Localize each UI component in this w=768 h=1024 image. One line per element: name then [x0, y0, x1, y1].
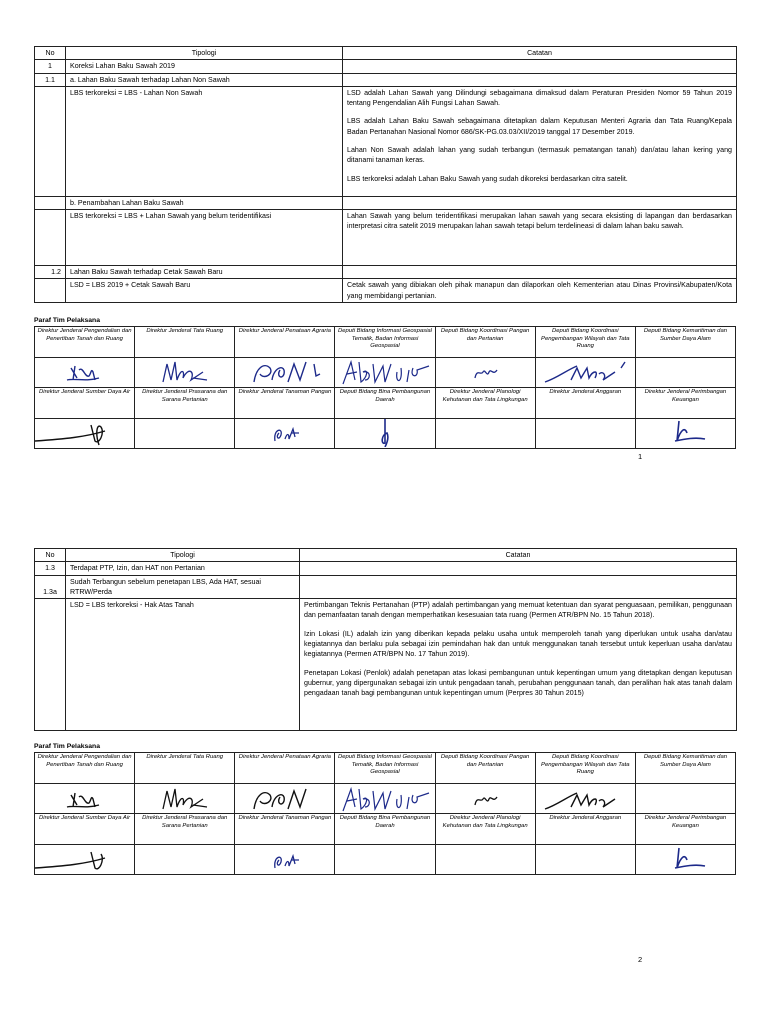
- paraf-label: Deputi Bidang Koordinasi Pangan dan Pertanian: [435, 753, 535, 784]
- paraf-label-row: [35, 814, 736, 845]
- paraf-label: Direktur Jenderal Perimbangan Keuangan: [635, 814, 735, 845]
- catatan-paragraph: Cetak sawah yang dibiakan oleh pihak manapun dan dilaporkan oleh Kementerian atau Dinas Provinsi/Kabupaten/Kota yang membidangi pertanian.: [347, 281, 732, 300]
- signature-cell: [35, 357, 135, 387]
- signature-cell: [35, 845, 135, 875]
- paraf-label: Direktur Jenderal Pengendalian dan Penertiban Tanah dan Ruang: [35, 326, 135, 357]
- paraf-signature-row: [35, 845, 736, 875]
- catatan-paragraph: LBS terkoreksi adalah Lahan Baku Sawah yang sudah dikoreksi berdasarkan citra satelit.: [347, 174, 628, 183]
- signature-cell: [535, 357, 635, 387]
- signature-cell: [235, 845, 335, 875]
- signature-icon: [455, 358, 515, 386]
- row-catatan: [343, 210, 737, 266]
- catatan-paragraph: Penetapan Lokasi (Penlok) adalah penetapan atas lokasi pembangunan untuk kepentingan umum yang ditetapkan dengan keputusan gubernur, yang dipergunakan sebagai izin untuk pengadaan tanah, perubahan penggunaan tanah, dan peralihan hak atas tanah dalam pengadaan tanah bagi pembangunan untuk kepentingan umum (Perpres 30 Tahun 2015): [304, 668, 732, 698]
- signature-icon: [455, 785, 515, 813]
- signature-cell: [235, 357, 335, 387]
- signature-cell: [435, 784, 535, 814]
- signature-cell: [135, 418, 235, 448]
- row-catatan: [300, 599, 737, 731]
- paraf-signature-row: [35, 357, 736, 387]
- signature-cell: [335, 357, 435, 387]
- signature-cell: [435, 357, 535, 387]
- row-no: 1.3: [35, 562, 66, 575]
- table-header: [35, 47, 737, 60]
- paraf-label: Deputi Bidang Informasi Geospasial Tematik, Badan Informasi Geospasial: [335, 326, 435, 357]
- paraf-label: Direktur Jenderal Pengendalian dan Penertiban Tanah dan Ruang: [35, 753, 135, 784]
- paraf-label: Deputi Bidang Kemaritiman dan Sumber Daya Alam: [635, 753, 735, 784]
- signature-icon: [55, 785, 115, 813]
- paraf-label: Direktur Jenderal Anggaran: [535, 387, 635, 418]
- paraf-label: Direktur Jenderal Tata Ruang: [135, 326, 235, 357]
- paraf-label: Direktur Jenderal Prasarana dan Sarana Pertanian: [135, 387, 235, 418]
- table-row: [35, 599, 737, 731]
- signature-icon: [655, 846, 715, 874]
- row-catatan: [300, 575, 737, 599]
- row-catatan: [300, 562, 737, 575]
- table-row: [35, 266, 737, 279]
- signature-cell: [135, 357, 235, 387]
- signature-cell: [35, 418, 135, 448]
- signature-cell: [635, 418, 735, 448]
- row-tipologi: LBS terkoreksi = LBS - Lahan Non Sawah: [66, 86, 343, 196]
- signature-cell: [335, 418, 435, 448]
- row-no: [35, 86, 66, 196]
- signature-cell: [535, 418, 635, 448]
- row-tipologi: Koreksi Lahan Baku Sawah 2019: [66, 60, 343, 73]
- signature-cell: [435, 418, 535, 448]
- paraf-label: Direktur Jenderal Penataan Agraria: [235, 326, 335, 357]
- paraf-label: Direktur Jenderal Tata Ruang: [135, 753, 235, 784]
- signature-cell: [535, 845, 635, 875]
- signature-icon: [655, 419, 715, 447]
- header-no: No: [35, 47, 66, 60]
- paraf-label: Deputi Bidang Informasi Geospasial Tematik, Badan Informasi Geospasial: [335, 753, 435, 784]
- row-tipologi: a. Lahan Baku Sawah terhadap Lahan Non Sawah: [66, 73, 343, 86]
- page-1: [34, 46, 736, 449]
- signature-icon: [55, 358, 115, 386]
- paraf-label: Direktur Jenderal Perimbangan Keuangan: [635, 387, 735, 418]
- signature-icon: [337, 785, 433, 813]
- paraf-signature-row: [35, 784, 736, 814]
- paraf-label: Direktur Jenderal Tanaman Pangan: [235, 814, 335, 845]
- signature-icon: [255, 846, 315, 874]
- row-no: 1: [35, 60, 66, 73]
- row-no: [35, 210, 66, 266]
- signature-icon: [240, 785, 330, 813]
- tipologi-table-page-2: [34, 548, 737, 731]
- catatan-paragraph: Izin Lokasi (IL) adalah izin yang diberikan kepada pelaku usaha untuk memperoleh tanah yang diperlukan untuk usaha dan/atau kegiatannya dan berlaku pula sebagai izin pemindahan hak dan untuk menggunakan tanah tersebut untuk keperluan usaha dan/atau kegiatannya (Permen ATR/BPN No. 17 Tahun 2019).: [304, 629, 732, 659]
- paraf-title: Paraf Tim Pelaksana: [34, 316, 100, 324]
- paraf-signature-row: [35, 418, 736, 448]
- row-tipologi: Lahan Baku Sawah terhadap Cetak Sawah Baru: [66, 266, 343, 279]
- signature-icon: [255, 419, 315, 447]
- paraf-label: Direktur Jenderal Anggaran: [535, 814, 635, 845]
- paraf-label: Direktur Jenderal Penataan Agraria: [235, 753, 335, 784]
- signature-icon: [35, 419, 135, 447]
- table-row: [35, 73, 737, 86]
- paraf-title: Paraf Tim Pelaksana: [34, 743, 100, 751]
- table-row: [35, 575, 737, 599]
- signature-cell: [135, 845, 235, 875]
- row-tipologi: b. Penambahan Lahan Baku Sawah: [66, 196, 343, 209]
- row-no: [35, 599, 66, 731]
- signature-icon: [365, 419, 405, 447]
- paraf-label: Deputi Bidang Bina Pembangunan Daerah: [335, 814, 435, 845]
- signature-cell: [535, 784, 635, 814]
- row-tipologi: LSD = LBS terkoreksi - Hak Atas Tanah: [66, 599, 300, 731]
- row-catatan: [343, 196, 737, 209]
- paraf-label: Direktur Jenderal Sumber Daya Air: [35, 814, 135, 845]
- signature-cell: [335, 784, 435, 814]
- signature-cell: [235, 418, 335, 448]
- header-tipologi: Tipologi: [66, 549, 300, 562]
- paraf-label: Direktur Jenderal Planologi Kehutanan dan Tata Lingkungan: [435, 814, 535, 845]
- catatan-paragraph: Lahan Non Sawah adalah lahan yang sudah terbangun (termasuk pematangan tanah) dan/atau lahan kering yang ditanami tanaman keras.: [347, 145, 732, 165]
- signature-cell: [335, 845, 435, 875]
- table-row: [35, 196, 737, 209]
- row-catatan: [343, 86, 737, 196]
- row-no: [35, 279, 66, 303]
- table-header: [35, 549, 737, 562]
- signature-cell: [635, 784, 735, 814]
- paraf-label: Deputi Bidang Koordinasi Pengembangan Wilayah dan Tata Ruang: [535, 753, 635, 784]
- page-number: 2: [638, 955, 643, 964]
- row-tipologi: Sudah Terbangun sebelum penetapan LBS, Ada HAT, sesuai RTRW/Perda: [66, 575, 300, 599]
- catatan-paragraph: Pertimbangan Teknis Pertanahan (PTP) adalah pertimbangan yang memuat ketentuan dan syarat penguasaan, pemilikan, penggunaan dan pemanfaatan tanah dengan memperhatikan kesesuaian tata ruang (Permen ATR/BPN No. 15 Tahun 2018).: [304, 601, 732, 620]
- signature-icon: [537, 358, 633, 386]
- row-tipologi: Terdapat PTP, Izin, dan HAT non Pertanian: [66, 562, 300, 575]
- row-no: 1.2: [35, 266, 66, 279]
- page-number: 1: [638, 452, 643, 461]
- row-catatan: [343, 60, 737, 73]
- signature-icon: [145, 785, 225, 813]
- catatan-paragraph: Lahan Sawah yang belum teridentifikasi merupakan lahan sawah yang secara eksisting di lapangan dan berdasarkan interpretasi citra satelit 2019 merupakan lahan sawah tetapi belum terdelineasi di dalam lahan baku sawah.: [347, 212, 732, 231]
- paraf-label-row: [35, 753, 736, 784]
- signature-cell: [635, 845, 735, 875]
- paraf-label: Direktur Jenderal Sumber Daya Air: [35, 387, 135, 418]
- paraf-table-page-1: [34, 326, 736, 449]
- signature-icon: [240, 358, 330, 386]
- signature-icon: [537, 785, 633, 813]
- table-row: [35, 562, 737, 575]
- paraf-label-row: [35, 326, 736, 357]
- table-row: [35, 60, 737, 73]
- row-no: 1.3a: [35, 575, 66, 599]
- paraf-label: Deputi Bidang Koordinasi Pengembangan Wilayah dan Tata Ruang: [535, 326, 635, 357]
- signature-icon: [35, 846, 135, 874]
- paraf-table-page-2: [34, 752, 736, 875]
- signature-cell: [635, 357, 735, 387]
- signature-icon: [145, 358, 225, 386]
- row-catatan: [343, 266, 737, 279]
- row-tipologi: LBS terkoreksi = LBS + Lahan Sawah yang belum teridentifikasi: [66, 210, 343, 266]
- header-no: No: [35, 549, 66, 562]
- tipologi-table-page-1: [34, 46, 737, 303]
- row-no: [35, 196, 66, 209]
- paraf-label: Deputi Bidang Bina Pembangunan Daerah: [335, 387, 435, 418]
- paraf-label: Direktur Jenderal Tanaman Pangan: [235, 387, 335, 418]
- catatan-paragraph: LBS adalah Lahan Baku Sawah sebagaimana ditetapkan dalam Keputusan Menteri Agraria dan Tata Ruang/Kepala Badan Pertanahan Nasional Nomor 686/SK-PG.03.03/XII/2019 tanggal 17 Desember 2019.: [347, 117, 732, 136]
- page-2: [34, 548, 736, 875]
- row-catatan: [343, 73, 737, 86]
- signature-cell: [35, 784, 135, 814]
- paraf-label-row: [35, 387, 736, 418]
- catatan-paragraph: LSD adalah Lahan Sawah yang Dilindungi sebagaimana dimaksud dalam Peraturan Presiden Nomor 59 Tahun 2019 tentang Pengendalian Alih Fungsi Lahan Sawah.: [347, 88, 732, 108]
- paraf-label: Deputi Bidang Koordinasi Pangan dan Pertanian: [435, 326, 535, 357]
- signature-icon: [337, 358, 433, 386]
- signature-cell: [435, 845, 535, 875]
- header-catatan: Catatan: [300, 549, 737, 562]
- paraf-label: Deputi Bidang Kemaritiman dan Sumber Daya Alam: [635, 326, 735, 357]
- row-no: 1.1: [35, 73, 66, 86]
- row-tipologi: LSD = LBS 2019 + Cetak Sawah Baru: [66, 279, 343, 303]
- header-tipologi: Tipologi: [66, 47, 343, 60]
- paraf-label: Direktur Jenderal Prasarana dan Sarana Pertanian: [135, 814, 235, 845]
- paraf-label: Direktur Jenderal Planologi Kehutanan dan Tata Lingkungan: [435, 387, 535, 418]
- header-catatan: Catatan: [343, 47, 737, 60]
- row-catatan: [343, 279, 737, 303]
- signature-cell: [135, 784, 235, 814]
- table-row: [35, 279, 737, 303]
- table-row: [35, 86, 737, 196]
- table-row: [35, 210, 737, 266]
- signature-cell: [235, 784, 335, 814]
